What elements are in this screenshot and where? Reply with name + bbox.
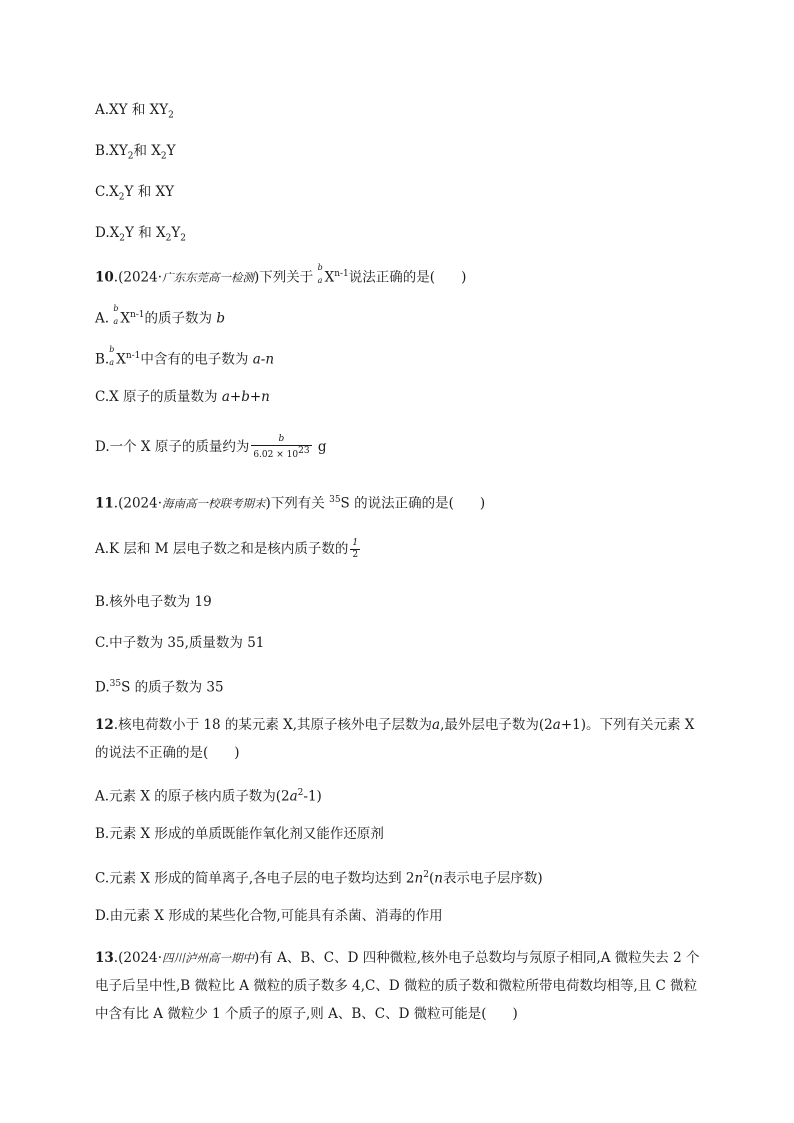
q10-option-a: A. b a $X^{n-1}$的质子数为 b <box>95 304 225 327</box>
q10-option-d: D.一个 X 原子的质量约为 $\frac{b}{6.02 \times 10^{23}}$ g <box>95 434 327 460</box>
q11-option-d: D.$^{35}$S 的质子数为 35 <box>95 679 224 696</box>
q10-stem: 10.(2024·广东东莞高一检测)下列关于 b a $X^{n-1}$说法正确的是( ) <box>95 263 467 286</box>
q12-option-a: A.元素 X 的原子核内质子数为$(2a^2-1)$ <box>95 788 322 805</box>
q11-source: 海南高一校联考期末 <box>162 496 266 511</box>
q10-fraction: $\frac{b}{6.02 \times 10^{23}}$ <box>253 434 310 460</box>
q9-option-a: A.XY 和 $XY_2$ <box>95 102 174 121</box>
q10-option-c: C.X 原子的质量数为 a+b+n <box>95 389 270 405</box>
q11-option-c: C.中子数为 35,质量数为 51 <box>95 635 265 651</box>
q12-option-d: D.由元素 X 形成的某些化合物,可能具有杀菌、消毒的作用 <box>95 908 443 924</box>
q11-fraction: $\frac{1}{2}$ <box>352 538 359 560</box>
q9-option-d: $D.X_2Y$ 和 $X_2Y_2$ <box>95 225 186 244</box>
q12-stem-line2: 的说法不正确的是( ) <box>95 745 240 761</box>
q13-stem: 13.(2024·四川泸州高一期中)有 A、B、C、D 四种微粒,核外电子总数均与氖原子相同,A 微粒失去 2 个电子后呈中性,B 微粒比 A 微粒的质子数多 4,C、D 微粒的质子数和微粒所带电荷数均相等,且 C 微粒中含有比 A 微粒少 1 个质子的原子,则 A、B、C、D 微粒可能是( ) <box>95 950 700 1022</box>
q12-stem: 12.核电荷数小于 18 的某元素 X,其原子核外电子层数为a,最外层电子数为(2a+1)。下列有关元素 X <box>95 717 695 733</box>
q12-option-c: C.元素 X 形成的简单离子,各电子层的电子数均达到 $2n^2(n$表示电子层序数) <box>95 870 543 887</box>
q11-stem: 11.(2024·海南高一校联考期末)下列有关 $^{35}$S 的说法正确的是( ) <box>95 495 486 512</box>
q9-option-c: $C.X_2Y$ 和 XY <box>95 184 175 203</box>
q11-option-a: A.K 层和 M 层电子数之和是核内质子数的 $\frac{1}{2}$ <box>95 538 359 560</box>
q10-nuclide: b a $X^{n-1}$ <box>317 263 349 286</box>
q11-option-b: B.核外电子数为 19 <box>95 594 212 610</box>
q10-source: 广东东莞高一检测 <box>162 270 255 285</box>
q9-option-b: $B.XY_2$和 $X_2Y$ <box>95 143 176 162</box>
q10-option-b: B. b a $X^{n-1}$中含有的电子数为 a-n <box>95 345 275 368</box>
q13-source: 四川泸州高一期中 <box>162 951 255 965</box>
q12-option-b: B.元素 X 形成的单质既能作氧化剂又能作还原剂 <box>95 826 384 842</box>
